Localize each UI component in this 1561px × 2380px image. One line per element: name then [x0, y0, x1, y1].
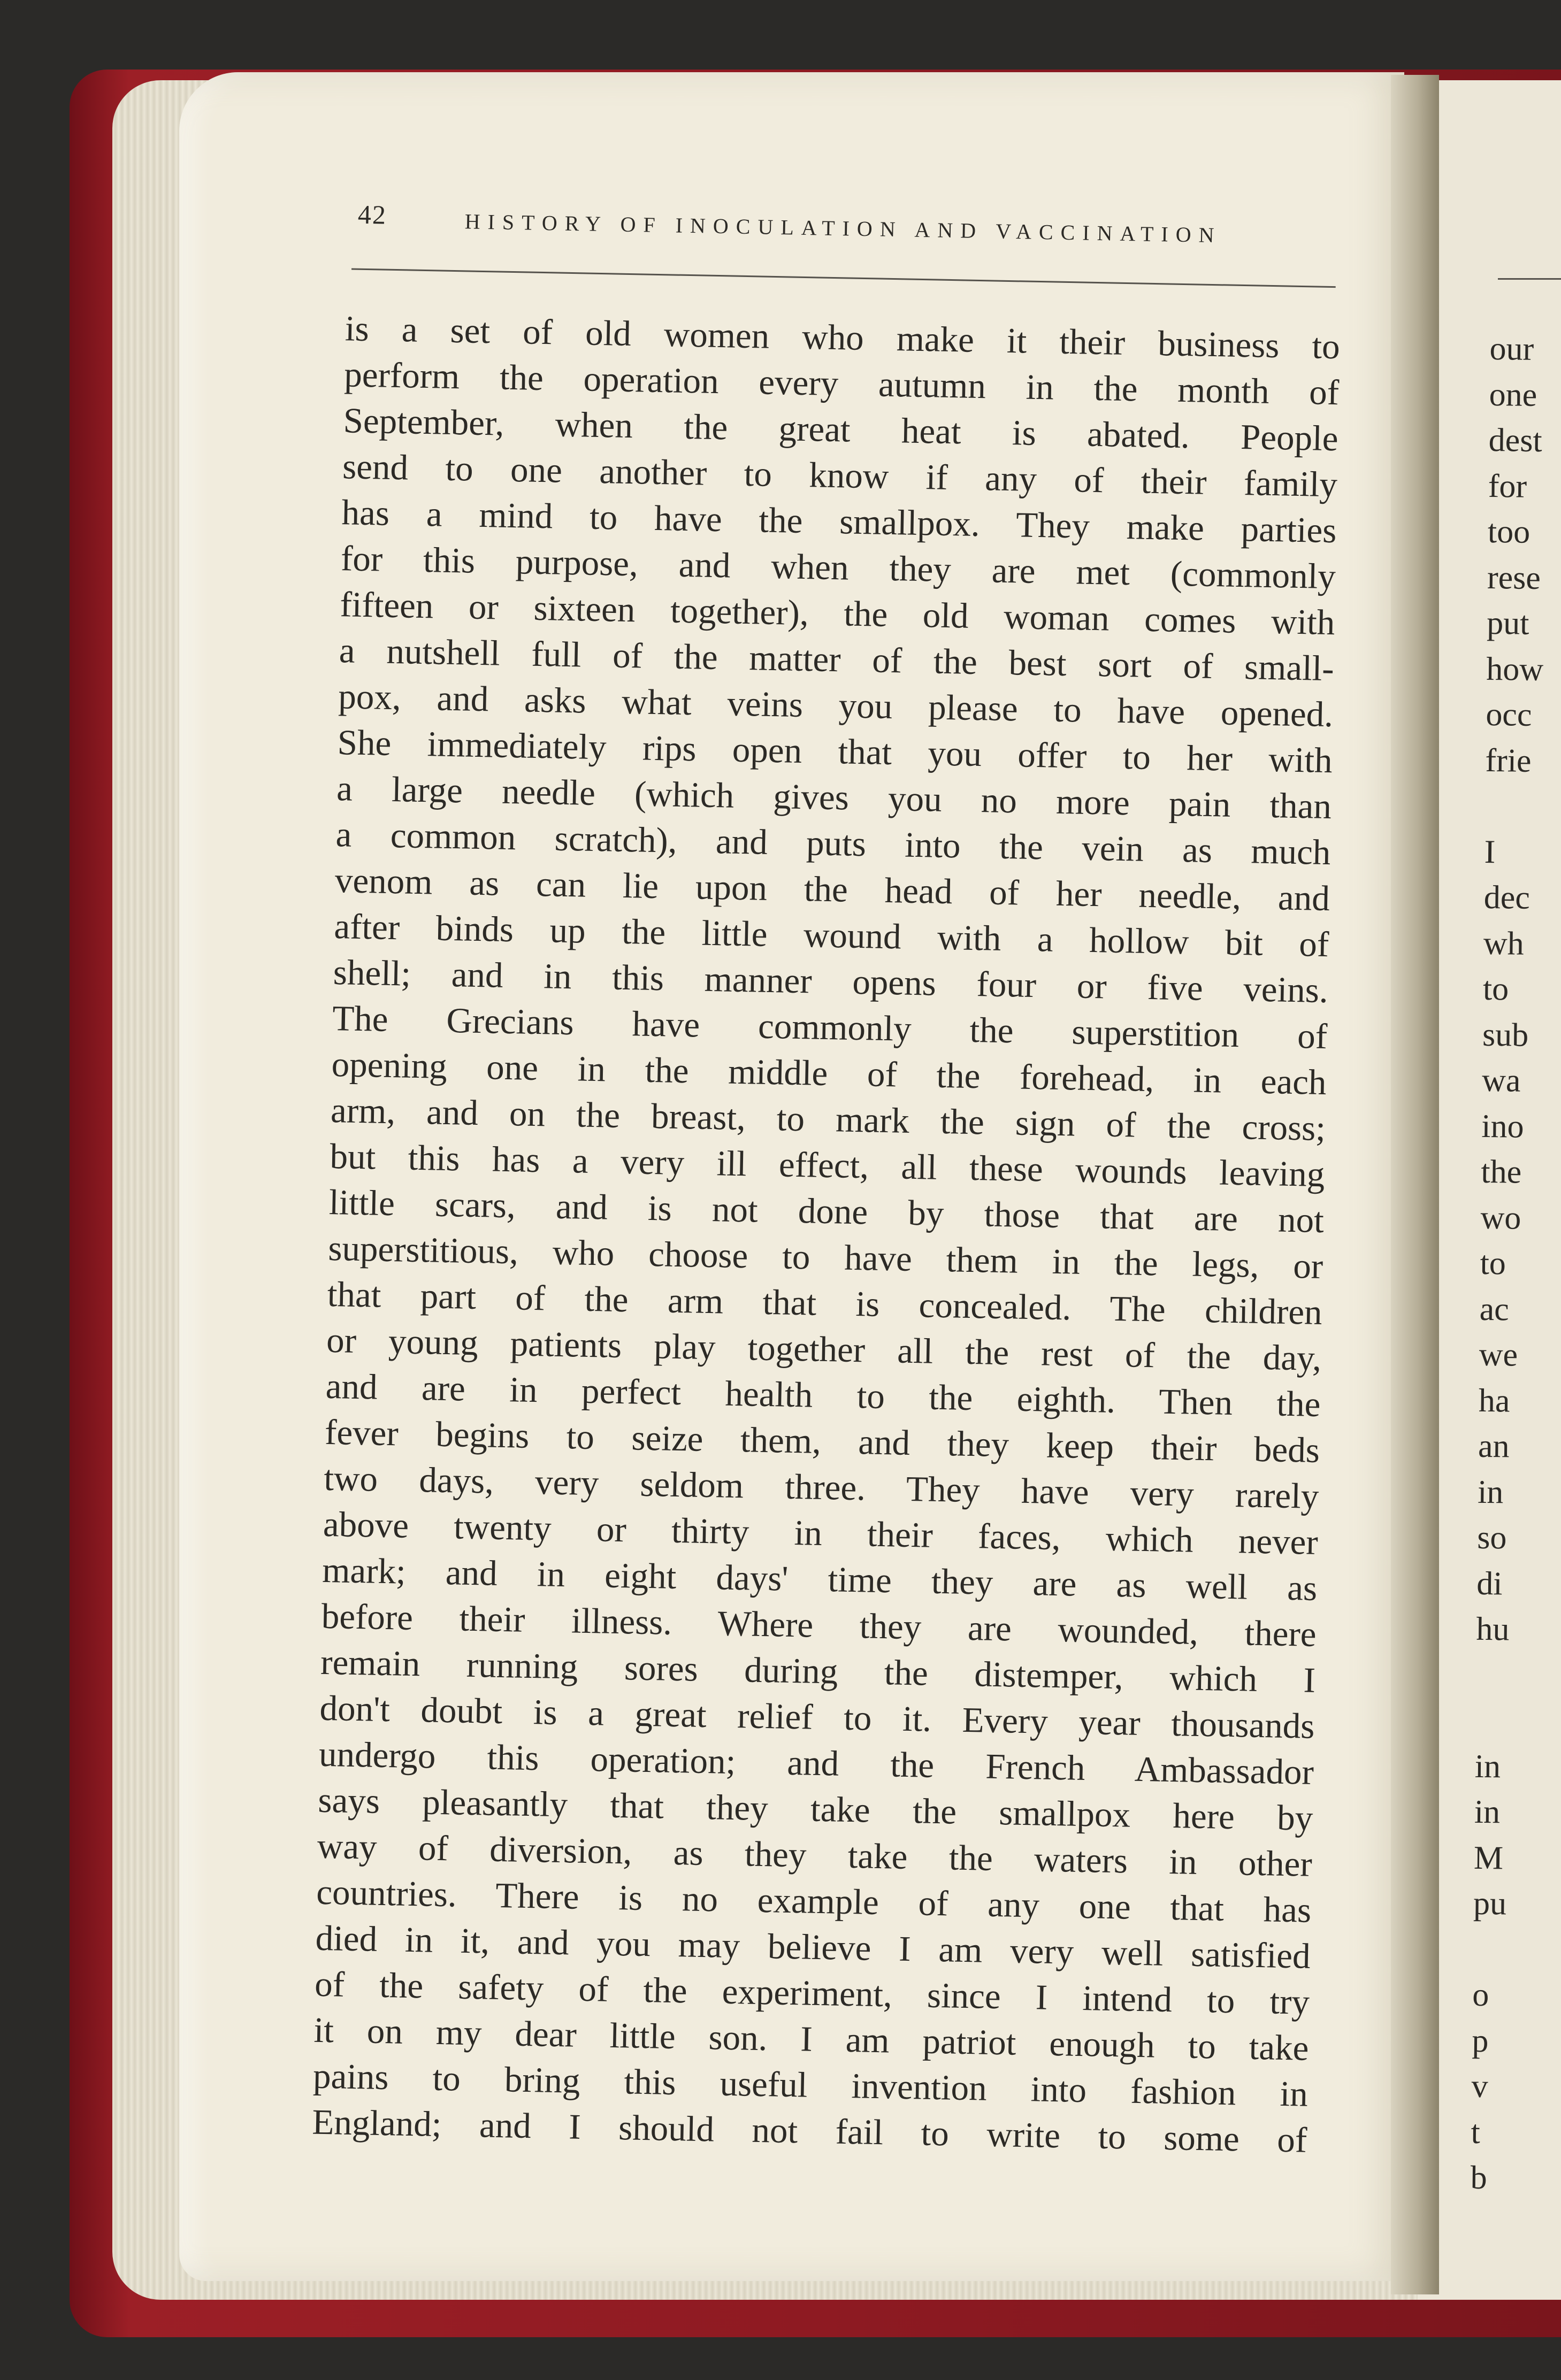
facing-text-fragment: ac — [1479, 1291, 1510, 1327]
facing-text-fragment: in — [1474, 1748, 1501, 1785]
text-line: a large needle (which gives you no more pain than — [336, 769, 1332, 827]
text-line: a common scratch), and puts into the vein as much — [335, 815, 1332, 873]
text-line: pains to bring this useful invention into fashion in — [312, 2056, 1309, 2114]
text-line: fever begins to seize them, and they keep their beds — [324, 1412, 1320, 1470]
facing-text-fragment: too — [1487, 513, 1531, 550]
text-line: a nutshell full of the matter of the best sort of small- — [339, 631, 1335, 689]
book-gutter — [1391, 75, 1439, 2294]
facing-text-fragment: wh — [1483, 925, 1525, 962]
text-line: after binds up the little wound with a hollow bit of — [333, 907, 1329, 965]
facing-text-fragment: wo — [1480, 1199, 1521, 1237]
facing-text-fragment: ha — [1478, 1382, 1510, 1419]
facing-text-fragment: in — [1474, 1793, 1501, 1831]
facing-text-fragment: to — [1480, 1245, 1506, 1282]
facing-text-fragment: o — [1472, 1976, 1489, 2014]
text-line: undergo this operation; and the French Ambassador — [318, 1734, 1314, 1792]
text-line: She immediately rips open that you offer to her with — [337, 723, 1333, 781]
text-line: way of diversion, as they take the waters in other — [317, 1826, 1313, 1884]
facing-text-fragment: di — [1476, 1565, 1503, 1602]
text-line: don't doubt is a great relief to it. Every year thousands — [319, 1688, 1315, 1746]
facing-text-fragment: in — [1477, 1473, 1504, 1510]
text-line: opening one in the middle of the forehead, in each — [331, 1045, 1327, 1103]
facing-text-fragment — [1485, 784, 1556, 830]
body-text — [312, 305, 1341, 2163]
text-line: that part of the arm that is concealed. The children — [327, 1274, 1323, 1333]
text-line: before their illness. Where they are wounded, there — [321, 1596, 1317, 1654]
facing-text-fragment: to — [1482, 970, 1509, 1008]
facing-text-fragment: ino — [1481, 1108, 1524, 1145]
facing-text-fragment: frie — [1485, 742, 1532, 779]
text-line: pox, and asks what veins you please to have opened. — [338, 677, 1334, 735]
text-line: it on my dear little son. I am patriot enough to take — [313, 2010, 1310, 2068]
facing-text-fragment: t — [1471, 2114, 1481, 2151]
facing-text-fragment: for — [1488, 467, 1527, 505]
text-line: The Grecians have commonly the superstition of — [332, 999, 1328, 1057]
text-line: died in it, and you may believe I am very well satisfied — [315, 1918, 1311, 1976]
text-line: mark; and in eight days' time they are as well as — [322, 1550, 1318, 1608]
text-line: England; and I should not fail to write to some of — [311, 2102, 1307, 2160]
text-line: shell; and in this manner opens four or five veins. — [333, 953, 1329, 1011]
facing-text-fragment: hu — [1476, 1610, 1510, 1648]
text-line: venom as can lie upon the head of her needle, and — [334, 861, 1330, 919]
facing-text-fragment: our — [1489, 330, 1534, 367]
facing-text-fragment: rese — [1487, 559, 1541, 596]
text-line: for this purpose, and when they are met (commonly — [340, 539, 1336, 597]
facing-text-fragment: M — [1473, 1839, 1504, 1876]
text-line: has a mind to have the smallpox. They make parties — [341, 493, 1337, 551]
text-line: and are in perfect health to the eighth. Then the — [325, 1366, 1321, 1424]
facing-text-fragment: so — [1476, 1519, 1507, 1556]
facing-text-fragment: wa — [1481, 1062, 1521, 1099]
text-line: little scars, and is not done by those that are not — [328, 1182, 1325, 1241]
facing-text-fragment: p — [1472, 2022, 1489, 2059]
facing-text-fragment — [1473, 1926, 1544, 1973]
facing-text-fragment: one — [1489, 376, 1537, 413]
page-content — [274, 182, 1342, 2179]
text-line: says pleasantly that they take the smallpox here by — [317, 1780, 1313, 1838]
text-line: remain running sores during the distemper, which I — [320, 1642, 1316, 1700]
text-line: of the safety of the experiment, since I intend to try — [314, 1964, 1310, 2022]
facing-text-fragment — [1475, 1652, 1547, 1699]
text-line: countries. There is no example of any one that has — [316, 1872, 1312, 1930]
facing-header-rule — [1498, 278, 1561, 280]
facing-text-fragment: an — [1478, 1427, 1510, 1465]
text-line: or young patients play together all the rest of the day, — [326, 1320, 1322, 1378]
text-line: two days, very seldom three. They have very rarely — [323, 1458, 1319, 1516]
facing-text-fragment: v — [1471, 2068, 1488, 2105]
text-line: fifteen or sixteen together), the old woman comes with — [339, 585, 1335, 643]
facing-text-fragment: dec — [1483, 879, 1531, 916]
text-line: superstitious, who choose to have them in the legs, or — [327, 1228, 1323, 1287]
text-line: but this has a very ill effect, all these wounds leaving — [329, 1136, 1325, 1195]
text-line: above twenty or thirty in their faces, which never — [323, 1504, 1319, 1562]
facing-text-fragment: we — [1479, 1336, 1518, 1373]
facing-text-fragment: put — [1486, 604, 1529, 642]
facing-text-fragment: how — [1486, 650, 1544, 688]
running-title: HISTORY OF INOCULATION AND VACCINATION — [464, 209, 1222, 248]
facing-text-fragment: dest — [1488, 421, 1542, 459]
text-line: arm, and on the breast, to mark the sign of the cross; — [330, 1090, 1326, 1149]
facing-text-fragment: pu — [1473, 1885, 1507, 1922]
text-line: perform the operation every autumn in the month of — [343, 355, 1340, 413]
facing-text-fragment: I — [1484, 833, 1496, 870]
facing-text-fragment — [1475, 1698, 1547, 1745]
facing-text-fragment: occ — [1486, 696, 1532, 733]
facing-text-fragment: b — [1470, 2159, 1488, 2197]
page-number: 42 — [357, 199, 387, 230]
text-line: is a set of old women who make it their business to — [345, 309, 1341, 367]
text-line: September, when the great heat is abated. People — [343, 401, 1339, 459]
facing-text-fragment: the — [1481, 1153, 1522, 1191]
text-line: send to one another to know if any of their family — [342, 447, 1338, 505]
facing-text-fragment: sub — [1482, 1016, 1529, 1054]
header-rule — [351, 268, 1336, 288]
